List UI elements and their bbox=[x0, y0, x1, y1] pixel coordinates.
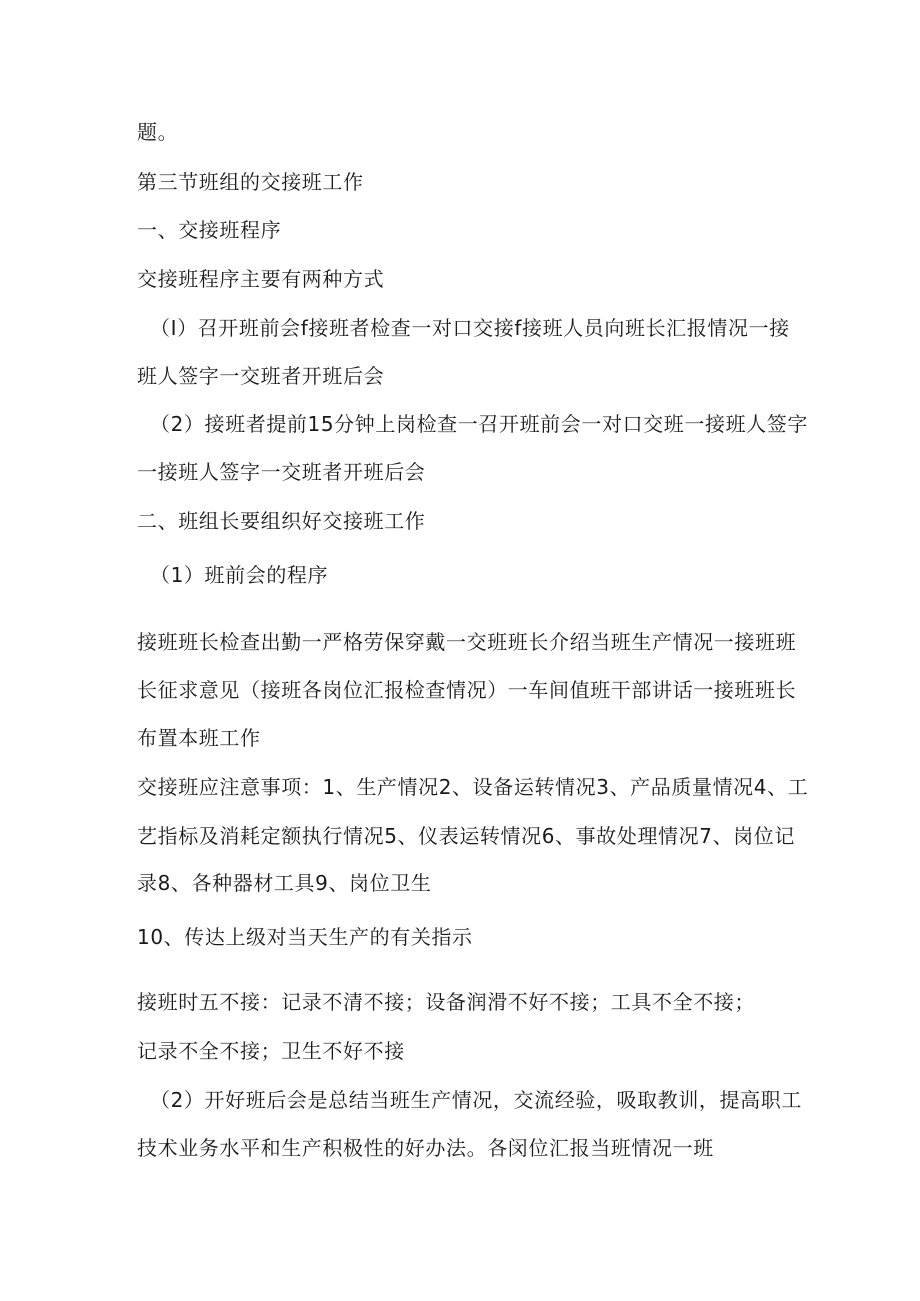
subsection-heading: 二、班组长要组织好交接班工作 bbox=[137, 509, 426, 533]
text-line: （2）接班者提前15分钟上岗检查一召开班前会一对口交班一接班人签字 bbox=[150, 412, 808, 436]
text-line: （2）开好班后会是总结当班生产情况，交流经验，吸取教训，提高职工 bbox=[150, 1088, 802, 1112]
text-line: 一接班人签字一交班者开班后会 bbox=[137, 460, 426, 484]
text-line: 题。 bbox=[137, 120, 179, 144]
text-line: 录8、各种器材工具9、岗位卫生 bbox=[137, 871, 432, 895]
text-line: 艺指标及消耗定额执行情况5、仪表运转情况6、事故处理情况7、岗位记 bbox=[137, 824, 795, 848]
section-heading: 第三节班组的交接班工作 bbox=[137, 170, 364, 194]
subsection-heading: 一、交接班程序 bbox=[137, 218, 282, 242]
text-line: 记录不全不接；卫生不好不接 bbox=[137, 1039, 405, 1063]
text-line: 技术业务水平和生产积极性的好办法。各闵位汇报当班情况一班 bbox=[137, 1136, 714, 1160]
text-line: （I）召开班前会f接班者检查一对口交接f接班人员向班长汇报情况一接 bbox=[150, 316, 790, 340]
text-line: 布置本班工作 bbox=[137, 726, 261, 750]
text-line: 长征求意见（接班各岗位汇报检查情况）一车间值班干部讲话一接班班长 bbox=[137, 678, 797, 702]
text-line: （1）班前会的程序 bbox=[150, 563, 329, 587]
text-line: 10、传达上级对当天生产的有关指示 bbox=[137, 925, 473, 949]
text-line: 班人签字一交班者开班后会 bbox=[137, 364, 385, 388]
text-line: 交接班程序主要有两种方式 bbox=[137, 267, 385, 291]
text-line: 接班时五不接：记录不清不接；设备润滑不好不接；工具不全不接； bbox=[137, 990, 755, 1014]
text-line: 交接班应注意事项：1、生产情况2、设备运转情况3、产品质量情况4、工 bbox=[137, 775, 809, 799]
text-line: 接班班长检查出勤一严格劳保穿戴一交班班长介绍当班生产情况一接班班 bbox=[137, 630, 797, 654]
